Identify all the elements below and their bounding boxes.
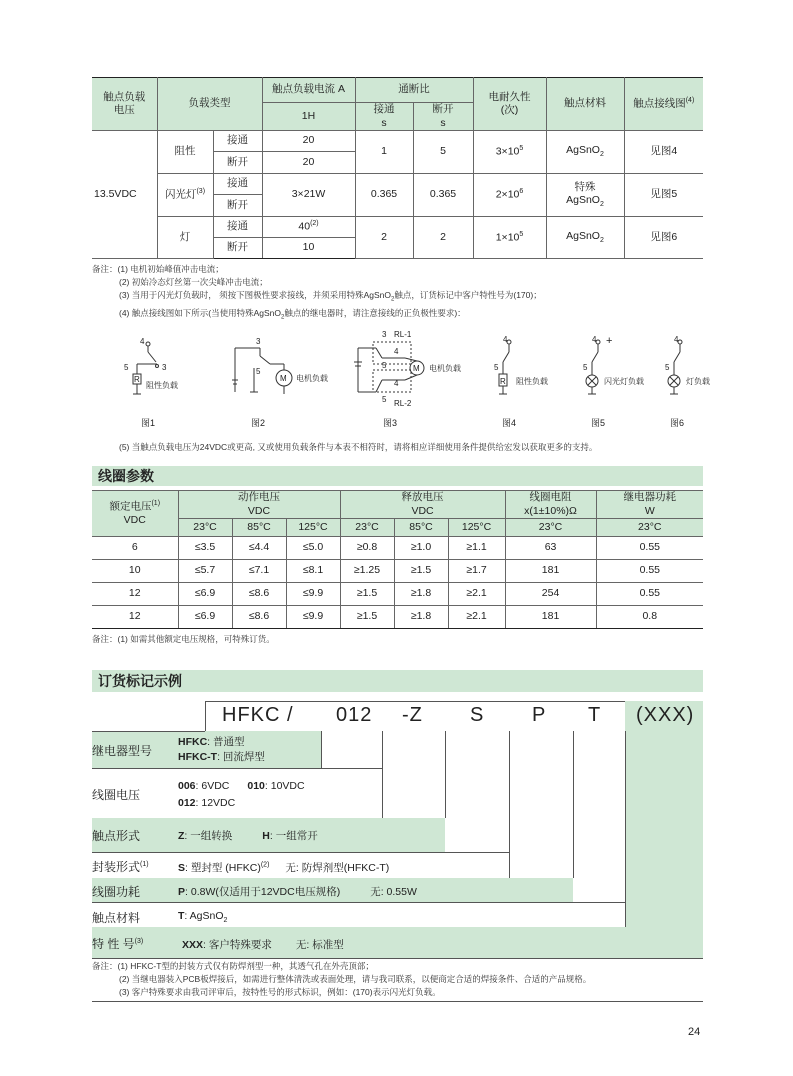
temp-header: 85°C [232, 519, 286, 537]
fig5-label: 闪光灯负载 [604, 377, 644, 386]
wiring-diagrams [0, 322, 793, 434]
fig3-m: M [413, 364, 420, 373]
cell: 0.55 [596, 560, 703, 583]
cell: 0.55 [596, 537, 703, 560]
code-power: P [532, 704, 547, 726]
code-left-line [205, 701, 206, 731]
cell: ≥1.5 [340, 606, 394, 629]
order-label-power: 线圈功耗 [92, 885, 141, 899]
table-row [92, 583, 703, 606]
fig5-diagram [586, 340, 600, 394]
frame-line [92, 958, 703, 959]
contact-load-table [92, 77, 703, 259]
header-load-type: 负载类型 [157, 78, 262, 131]
header-coil-resistance: 线圈电阻 x(1±10%)Ω [505, 491, 596, 519]
header-pickup-voltage: 动作电压 VDC [178, 491, 340, 519]
header-wiring-diagram: 触点接线图$^{(4)}$ [624, 78, 703, 131]
page-number: 24 [688, 1026, 701, 1038]
frame-line [92, 768, 382, 769]
fig6-caption: 图6 [670, 418, 685, 428]
state-off: 断开 [213, 238, 262, 259]
table-row [92, 537, 703, 560]
temp-header: 125°C [286, 519, 340, 537]
header-power-consumption: 继电器功耗 W [596, 491, 703, 519]
fig6-label: 灯负载 [686, 377, 710, 386]
frame-line [625, 731, 626, 927]
code-voltage: 012 [336, 704, 373, 726]
temp-header: 23°C [505, 519, 596, 537]
note-5: (5) 当触点负载电压为24VDC或更高, 又或使用负载条件与本表不相符时，请将相应详细使用条件提供给宏发以获取更多的支持。 [119, 442, 598, 452]
frame-line [573, 731, 574, 878]
cell: 181 [505, 606, 596, 629]
bottom-rule [92, 1001, 703, 1002]
fig1-label: 阻性负载 [146, 381, 178, 390]
order-label-feature: 特 性 号$^{(3)}$ [92, 937, 144, 951]
cell: ≥1.0 [394, 537, 448, 560]
wiring-ref: 见图5 [624, 174, 703, 217]
frame-line [509, 731, 510, 878]
fig5-plus: + [606, 335, 613, 347]
header-contact-material: 触点材料 [546, 78, 624, 131]
frame-line [92, 731, 205, 732]
material-value: AgSnO$_2$ [546, 131, 624, 174]
header-load-current: 触点负载电流 A [262, 78, 355, 103]
temp-header: 23°C [340, 519, 394, 537]
current-value: 40$^{(2)}$ [262, 217, 355, 238]
cell: ≤5.0 [286, 537, 340, 560]
header-contact-voltage: 触点负载 电压 [92, 78, 157, 131]
code-package: S [470, 704, 485, 726]
state-on: 接通 [213, 174, 262, 195]
load-type-resistive: 阻性 [157, 131, 213, 174]
endurance-value: $2\times 10^6$ [473, 174, 546, 217]
material-value: 特殊 AgSnO$_2$ [546, 174, 624, 217]
cell: ≤7.1 [232, 560, 286, 583]
fig3-label: 电机负载 [429, 364, 461, 373]
cell: 12 [92, 583, 178, 606]
fig4-label: 阻性负载 [516, 377, 548, 386]
table-row [92, 606, 703, 629]
order-label-type: 继电器型号 [92, 744, 153, 758]
fig1-r: R [134, 375, 140, 384]
code-contact: -Z [402, 704, 423, 726]
code-top-line [205, 701, 625, 702]
order-value-contact-form: Z: 一组转换 H: 一组常开 [178, 830, 318, 842]
frame-line [445, 731, 446, 818]
cell: ≤4.4 [232, 537, 286, 560]
state-off: 断开 [213, 152, 262, 174]
header-rated-voltage: 额定电压$^{(1)}$ VDC [92, 491, 178, 537]
fig1-caption: 图1 [141, 418, 156, 428]
load-notes: 备注：(1) 电机初始峰值冲击电流； (2) 初始冷态灯丝第一次尖峰冲击电流； (3) 当用于闪光灯负载时， 须按下图极性要求接线，并须采用特殊AgSnO$_2$触点，订货标记中客户特性号为(170)； (4) 触点接线图如下所示(当使用特殊AgSnO$_2$触点的继电器时，请注意接线的正负极性要求)： [92, 264, 542, 321]
cell: ≥1.8 [394, 583, 448, 606]
code-material: T [588, 704, 602, 726]
cell: ≥1.25 [340, 560, 394, 583]
temp-header: 125°C [448, 519, 505, 537]
cell: ≤3.5 [178, 537, 232, 560]
frame-line [382, 731, 383, 818]
ratio-off-value: 0.365 [413, 174, 473, 217]
cell: ≤8.6 [232, 583, 286, 606]
fig4-r: R [500, 377, 506, 386]
coil-section-title: 线圈参数 [92, 466, 703, 486]
order-label-contact-form: 触点形式 [92, 829, 141, 843]
order-value-feature: XXX: 客户特殊要求 无: 标准型 [182, 939, 344, 951]
cell: ≥1.5 [394, 560, 448, 583]
code-model: HFKC / [222, 704, 294, 726]
cell: 181 [505, 560, 596, 583]
cell: ≤8.6 [232, 606, 286, 629]
current-value: 10 [262, 238, 355, 259]
cell: 254 [505, 583, 596, 606]
header-current-1h: 1H [262, 103, 355, 131]
table-row [92, 560, 703, 583]
ratio-off-value: 2 [413, 217, 473, 259]
fig3-pin3: 3 [382, 330, 387, 339]
cell: ≥2.1 [448, 583, 505, 606]
fig5-caption: 图5 [591, 418, 606, 428]
ratio-on-value: 0.365 [355, 174, 413, 217]
cell: ≤6.9 [178, 583, 232, 606]
fig6-diagram [668, 340, 682, 394]
order-block-code [625, 701, 703, 958]
fig3-pin4: 4 [394, 347, 399, 356]
cell: ≥1.7 [448, 560, 505, 583]
cell: 12 [92, 606, 178, 629]
order-value-power: P: 0.8W(仅适用于12VDC电压规格) 无: 0.55W [178, 886, 417, 898]
state-off: 断开 [213, 195, 262, 217]
ratio-on-value: 1 [355, 131, 413, 174]
order-notes: 备注：(1) HFKC-T型的封装方式仅有防焊剂型一种，其透气孔在外壳顶部； (2) 当继电器装入PCB板焊接后，如需进行整体清洗或表面处理，请与我司联系，以便商定合适的焊接条件、合适的产品规格。 (3) 客户特殊要求由我司评审后，按特性号的形式标识，例如：(170)表示闪光灯负载。 [92, 961, 592, 998]
cell: ≤9.9 [286, 606, 340, 629]
temp-header: 85°C [394, 519, 448, 537]
ratio-on-value: 2 [355, 217, 413, 259]
state-on: 接通 [213, 131, 262, 152]
endurance-value: $3\times 10^5$ [473, 131, 546, 174]
frame-line [92, 852, 509, 853]
fig2-m: M [280, 374, 287, 383]
cell: ≥1.5 [340, 583, 394, 606]
fig3-pin5: 5 [382, 361, 387, 370]
order-label-package: 封装形式$^{(1)}$ [92, 860, 149, 874]
coil-note: 备注：(1) 如需其他额定电压规格，可特殊订货。 [92, 634, 275, 644]
header-ratio-off: 断开 s [413, 103, 473, 131]
temp-header: 23°C [596, 519, 703, 537]
header-ratio-on: 接通 s [355, 103, 413, 131]
frame-line [321, 731, 322, 768]
header-dropout-voltage: 释放电压 VDC [340, 491, 505, 519]
contact-voltage-value: 13.5VDC [92, 131, 157, 259]
order-section-title: 订货标记示例 [92, 670, 703, 692]
fig2-pin3: 3 [256, 337, 261, 346]
load-type-lamp: 灯 [157, 217, 213, 259]
code-feature: (XXX) [636, 704, 695, 726]
order-label-material: 触点材料 [92, 911, 141, 925]
endurance-value: $1\times 10^5$ [473, 217, 546, 259]
fig6-pin5: 5 [665, 363, 670, 372]
frame-line [92, 902, 625, 903]
cell: ≥1.1 [448, 537, 505, 560]
fig3-caption: 图3 [383, 418, 398, 428]
cell: ≤5.7 [178, 560, 232, 583]
current-value: 20 [262, 131, 355, 152]
wiring-ref: 见图6 [624, 217, 703, 259]
fig3-pin5b: 5 [382, 395, 387, 404]
fig3-rl2: RL-2 [394, 399, 412, 408]
cell: 0.8 [596, 606, 703, 629]
header-on-off-ratio: 通断比 [355, 78, 473, 103]
fig3-rl1: RL-1 [394, 330, 412, 339]
fig4-pin5: 5 [494, 363, 499, 372]
load-type-flasher: 闪光灯$^{(3)}$ [157, 174, 213, 217]
ratio-off-value: 5 [413, 131, 473, 174]
cell: ≤6.9 [178, 606, 232, 629]
fig4-caption: 图4 [502, 418, 517, 428]
fig1-pin4: 4 [140, 337, 145, 346]
cell: ≥2.1 [448, 606, 505, 629]
cell: 0.55 [596, 583, 703, 606]
temp-header: 23°C [178, 519, 232, 537]
wiring-ref: 见图4 [624, 131, 703, 174]
order-value-coil-voltage: 006: 6VDC 010: 10VDC 012: 12VDC [178, 780, 305, 809]
cell: 63 [505, 537, 596, 560]
fig2-pin5: 5 [256, 367, 261, 376]
state-on: 接通 [213, 217, 262, 238]
fig1-pin5: 5 [124, 363, 129, 372]
fig1-pin3: 3 [162, 363, 167, 372]
cell: ≥1.8 [394, 606, 448, 629]
order-value-package: S: 塑封型 (HFKC)$^{(2)}$ 无: 防焊剂型(HFKC-T) [178, 861, 390, 874]
cell: 6 [92, 537, 178, 560]
fig3-pin4b: 4 [394, 379, 399, 388]
fig6-pin4: 4 [674, 335, 679, 344]
cell: ≤8.1 [286, 560, 340, 583]
current-value: 20 [262, 152, 355, 174]
fig2-diagram [232, 348, 292, 394]
coil-table [92, 490, 703, 629]
fig5-pin5: 5 [583, 363, 588, 372]
header-endurance: 电耐久性 (次) [473, 78, 546, 131]
order-value-type: HFKC: 普通型 HFKC-T: 回流焊型 [178, 736, 265, 763]
fig2-label: 电机负载 [296, 374, 328, 383]
fig5-pin4: 4 [592, 335, 597, 344]
fig4-pin4: 4 [503, 335, 508, 344]
cell: ≤9.9 [286, 583, 340, 606]
cell: ≥0.8 [340, 537, 394, 560]
cell: 10 [92, 560, 178, 583]
order-label-coil-voltage: 线圈电压 [92, 788, 141, 802]
current-value: 3×21W [262, 174, 355, 217]
material-value: AgSnO$_2$ [546, 217, 624, 259]
order-value-material: T: AgSnO$_2$ [178, 910, 228, 925]
fig2-caption: 图2 [251, 418, 266, 428]
